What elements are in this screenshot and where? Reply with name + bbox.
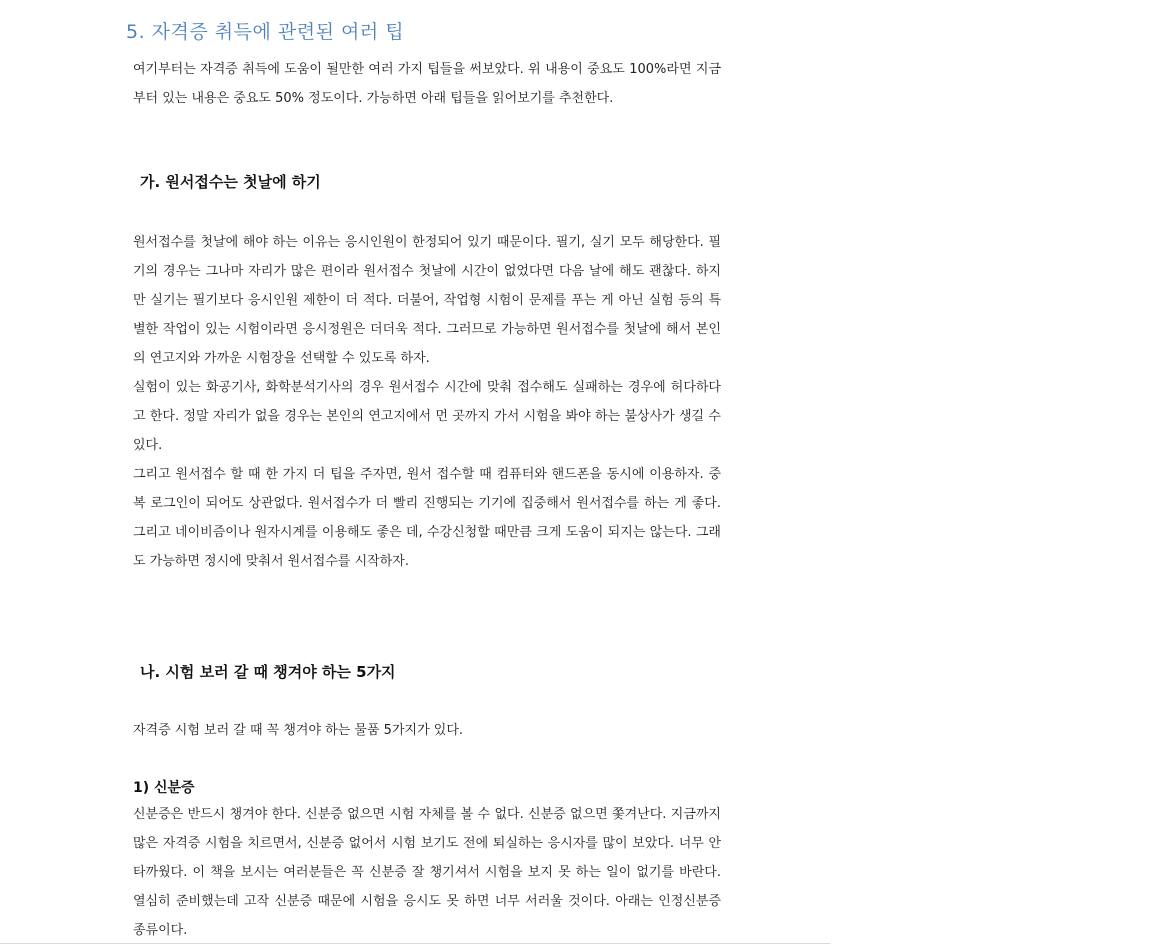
- item-1-body: [133, 800, 721, 945]
- page-bottom-divider: [0, 943, 830, 944]
- section-title: 5. 자격증 취득에 관련된 여러 팁: [126, 21, 405, 43]
- intro-paragraph: [133, 55, 721, 113]
- subsection-na-heading: 나. 시험 보러 갈 때 챙겨야 하는 5가지: [140, 663, 396, 681]
- intro-text: 여기부터는 자격증 취득에 도움이 될만한 여러 가지 팁들을 써보았다. 위 내용이 중요도 100%라면 지금부터 있는 내용은 중요도 50% 정도이다. 가능하면 아래 팁들을 읽어보기를 추천한다.: [133, 62, 721, 106]
- paragraph: 그리고 원서접수 할 때 한 가지 더 팁을 주자면, 원서 접수할 때 컴퓨터와 핸드폰을 동시에 이용하자. 중복 로그인이 되어도 상관없다. 원서접수가 더 빨리 진행되는 기기에 집중해서 원서접수를 하는 게 좋다. 그리고 네이비즘이나 원자시계를 이용해도 좋은 데, 수강신청할 때만큼 크게 도움이 되지는 않는다. 그래도 가능하면 정시에 맞춰서 원서접수를 시작하자.: [133, 467, 721, 569]
- subsection-na-intro: [133, 716, 721, 745]
- subsection-ga-heading: 가. 원서접수는 첫날에 하기: [140, 173, 321, 191]
- paragraph: 실험이 있는 화공기사, 화학분석기사의 경우 원서접수 시간에 맞춰 접수해도 실패하는 경우에 허다하다고 한다. 정말 자리가 없을 경우는 본인의 연고지에서 먼 곳까지 가서 시험을 봐야 하는 불상사가 생길 수 있다.: [133, 380, 721, 453]
- item-1-heading: 1) 신분증: [133, 780, 195, 796]
- subsection-ga-body: [133, 228, 721, 576]
- paragraph: 원서접수를 첫날에 해야 하는 이유는 응시인원이 한정되어 있기 때문이다. 필기, 실기 모두 해당한다. 필기의 경우는 그나마 자리가 많은 편이라 원서접수 첫날에 시간이 없었다면 다음 날에 해도 괜찮다. 하지만 실기는 필기보다 응시인원 제한이 더 적다. 더불어, 작업형 시험이 문제를 푸는 게 아닌 실험 등의 특별한 작업이 있는 시험이라면 응시정원은 더더욱 적다. 그러므로 가능하면 원서접수를 첫날에 해서 본인의 연고지와 가까운 시험장을 선택할 수 있도록 하자.: [133, 235, 721, 366]
- paragraph: 자격증 시험 보러 갈 때 꼭 챙겨야 하는 물품 5가지가 있다.: [133, 723, 464, 738]
- paragraph: 신분증은 반드시 챙겨야 한다. 신분증 없으면 시험 자체를 볼 수 없다. 신분증 없으면 쫓겨난다. 지금까지 많은 자격증 시험을 치르면서, 신분증 없어서 시험 보기도 전에 퇴실하는 응시자를 많이 보았다. 너무 안타까웠다. 이 책을 보시는 여러분들은 꼭 신분증 잘 챙기셔서 시험을 보지 못 하는 일이 없기를 바란다. 열심히 준비했는데 고작 신분증 때문에 시험을 응시도 못 하면 너무 서러울 것이다. 아래는 인정신분증 종류이다.: [133, 807, 721, 938]
